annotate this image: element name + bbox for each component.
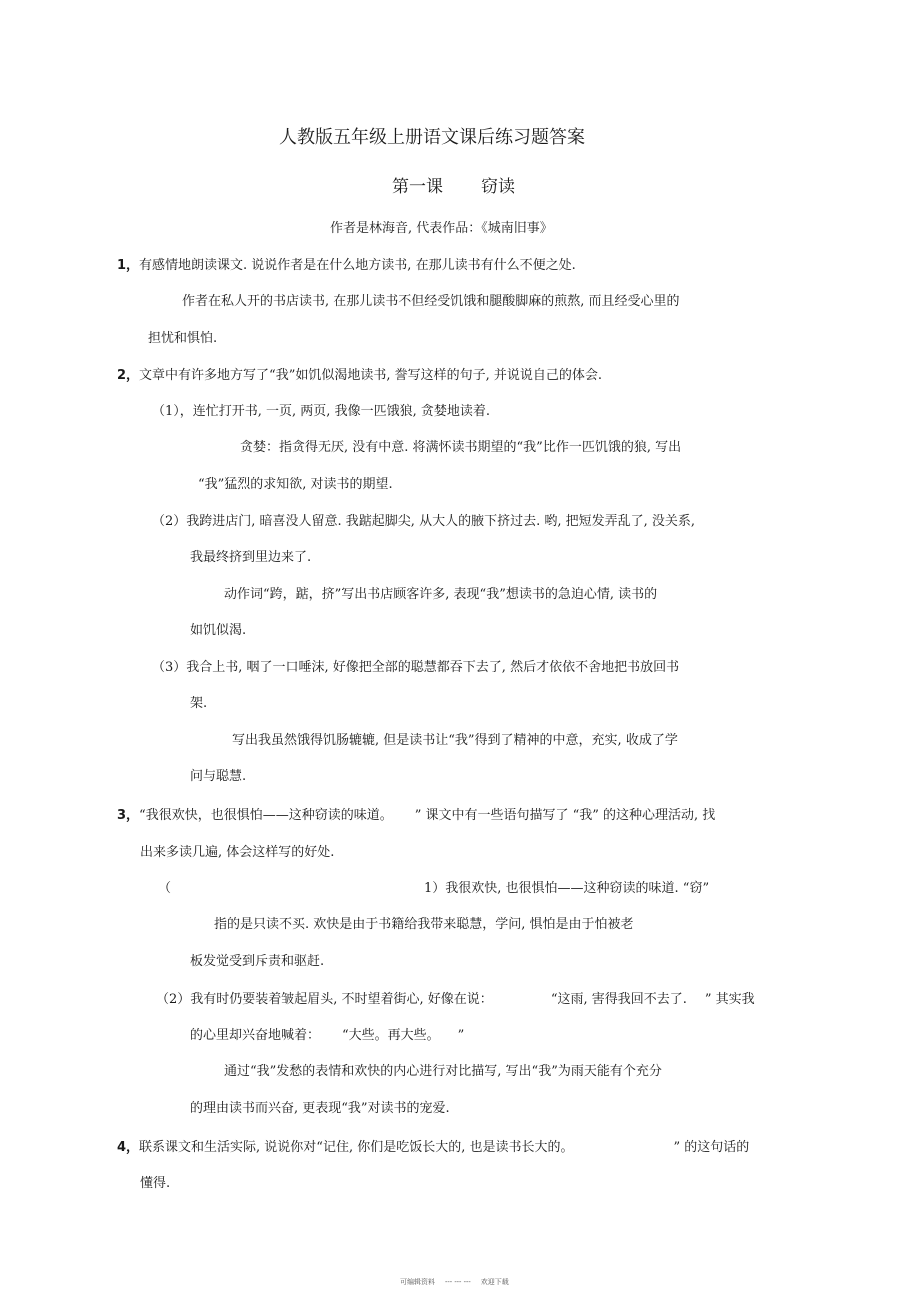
- q2-sentence-2-line-2: 我最终挤到里边来了.: [190, 550, 312, 565]
- question-4-text-b: ” 的这句话的: [673, 1140, 750, 1155]
- author-line: 作者是林海音, 代表作品：《城南旧事》: [330, 221, 553, 236]
- question-1-text: 有感情地朗读课文. 说说作者是在什么地方读书, 在那儿读书有什么不便之处.: [139, 258, 576, 273]
- question-1: [117, 258, 576, 274]
- lesson-number: 第一课: [392, 177, 443, 197]
- q2-sentence-2-note-line-2: 如饥似渴.: [190, 623, 247, 638]
- footer-right: 欢迎下载: [480, 1278, 509, 1286]
- q2-sentence-1-note-line-1: 贪婪：指贪得无厌, 没有中意. 将满怀读书期望的“我”比作一匹饥饿的狼, 写出: [240, 440, 682, 455]
- document-title: 人教版五年级上册语文课后练习题答案: [279, 127, 585, 148]
- q2-sentence-1: （1），连忙打开书, 一页, 两页, 我像一匹饿狼, 贪婪地读着.: [152, 404, 490, 419]
- question-4-line-2: 懂得.: [140, 1176, 171, 1191]
- q3-sentence-2-line-2-close: ”: [457, 1028, 465, 1043]
- question-4-text-a: 联系课文和生活实际, 说说你对“记住, 你们是吃饭长大的, 也是读书长大的。: [139, 1140, 574, 1155]
- q3-sentence-1-paren: （: [158, 881, 172, 896]
- q2-sentence-2-line-1: （2）我跨进店门, 暗喜没人留意. 我踮起脚尖, 从大人的腋下挤过去. 哟, 把短发弄乱了, 没关系,: [152, 514, 695, 529]
- question-2-text: 文章中有许多地方写了“我”如饥似渴地读书, 誊写这样的句子, 并说说自己的体会.: [139, 368, 603, 383]
- footer-left: 可编辑资料: [400, 1278, 435, 1286]
- q2-sentence-2-note-line-1: 动作词“跨，踮，挤”写出书店顾客许多, 表现“我”想读书的急迫心情, 读书的: [224, 587, 658, 602]
- lesson-heading: [392, 176, 515, 198]
- q3-sentence-2-text-a: （2）我有时仍要装着皱起眉头, 不时望着街心, 好像在说：: [156, 992, 493, 1007]
- q3-sentence-2-line-2: [190, 1028, 464, 1044]
- question-3-line-2: 出来多读几遍, 体会这样写的好处.: [140, 845, 335, 860]
- footer: [400, 1278, 509, 1287]
- question-3-text-b: ” 课文中有一些语句描写了 “我” 的这种心理活动, 找: [414, 808, 716, 823]
- q3-sentence-2-text-c: ” 其实我: [704, 992, 755, 1007]
- q3-sentence-1-line-1: 1）我很欢快, 也很惧怕——这种窃读的味道. “窃”: [424, 881, 710, 896]
- question-3-text-a: “我很欢快，也很惧怕——这种窃读的味道。: [139, 808, 393, 823]
- footer-dashes: --- --- ---: [445, 1278, 471, 1286]
- lesson-name: 窃读: [481, 177, 515, 197]
- q2-sentence-3-line-1: （3）我合上书, 咽了一口唾沫, 好像把全部的聪慧都吞下去了, 然后才依依不舍地把书放回书: [152, 660, 680, 675]
- question-2: [117, 368, 602, 384]
- q3-sentence-2-line-2-quote: “大些。再大些。: [342, 1028, 440, 1043]
- question-1-number: 1，: [117, 258, 140, 273]
- question-3: [117, 808, 715, 824]
- question-2-number: 2，: [117, 368, 140, 383]
- q2-sentence-1-note-line-2: “我”猛烈的求知欲, 对读书的期望.: [198, 477, 393, 492]
- q3-sentence-2-line-1: [156, 992, 755, 1008]
- question-4-number: 4，: [117, 1140, 140, 1155]
- question-3-number: 3，: [117, 808, 140, 823]
- q3-sentence-1-note-line-2: 板发觉受到斥责和驱赶.: [190, 954, 325, 969]
- q2-sentence-3-line-2: 架.: [190, 696, 208, 711]
- q2-sentence-3-note-line-2: 问与聪慧.: [190, 769, 247, 784]
- answer-1-line-1: 作者在私人开的书店读书, 在那儿读书不但经受饥饿和腿酸脚麻的煎熬, 而且经受心里的: [182, 294, 680, 309]
- q3-sentence-1-note-line-1: 指的是只读不买. 欢快是由于书籍给我带来聪慧，学问, 惧怕是由于怕被老: [214, 917, 634, 932]
- q2-sentence-3-note-line-1: 写出我虽然饿得饥肠辘辘, 但是读书让“我”得到了精神的中意，充实, 收成了学: [232, 733, 678, 748]
- q3-sentence-2-note-line-1: 通过“我”发愁的表情和欢快的内心进行对比描写, 写出“我”为雨天能有个充分: [224, 1064, 662, 1079]
- answer-1-line-2: 担忧和惧怕.: [148, 331, 218, 346]
- q3-sentence-2-note-line-2: 的理由读书而兴奋, 更表现“我”对读书的宠爱.: [190, 1101, 450, 1116]
- q3-sentence-2-line-2-text: 的心里却兴奋地喊着：: [190, 1028, 321, 1043]
- question-4: [117, 1140, 749, 1156]
- q3-sentence-2-quote: “这雨, 害得我回不去了.: [550, 992, 687, 1007]
